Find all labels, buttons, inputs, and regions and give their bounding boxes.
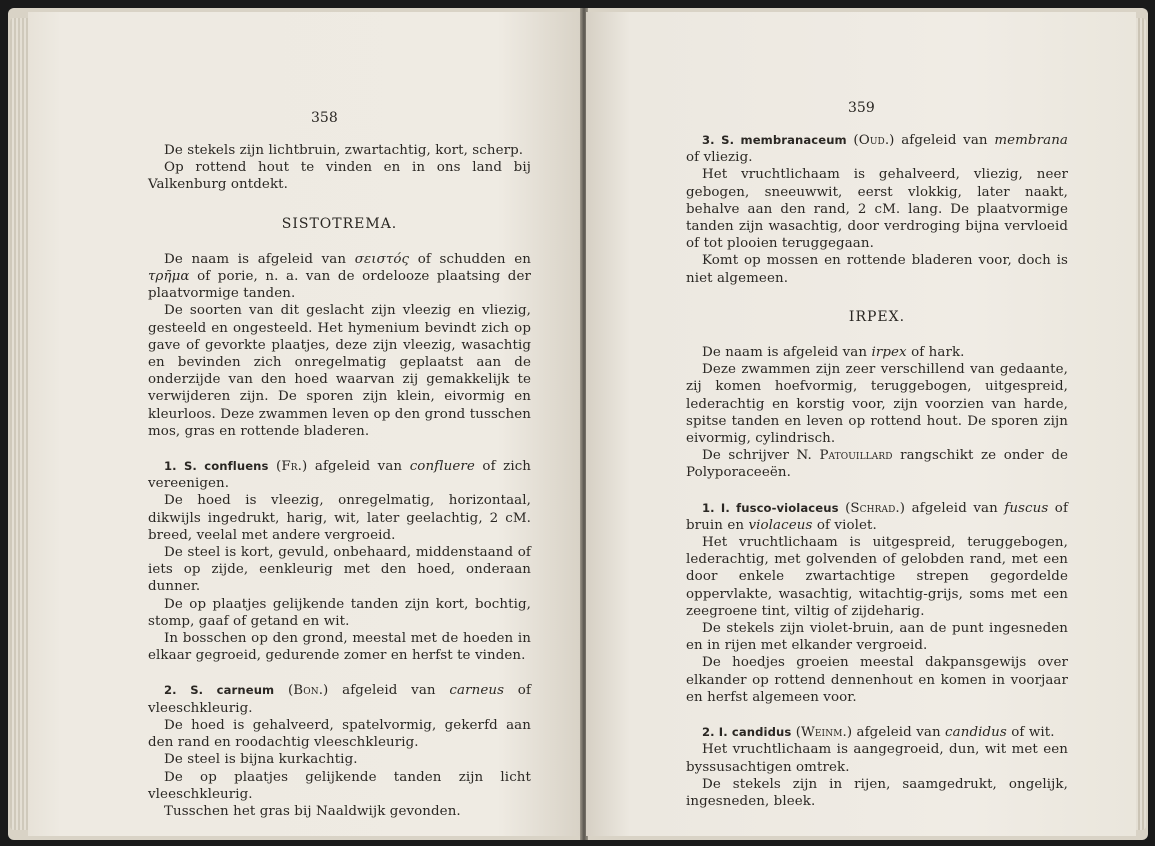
paragraph: Deze zwammen zijn zeer verschillend van gedaante, zij komen hoefvormig, teruggebogen, uitgespreid, lederachtig en korstig voor, zijn voorzien van harde, spitse tanden en leven op rottend hout. De sporen zijn eivormig, cylindrisch. bbox=[686, 362, 1068, 447]
book-spread bbox=[8, 8, 1148, 840]
paragraph: De schrijver N. Patouillard rangschikt ze onder de Polyporaceeën. bbox=[686, 448, 1069, 481]
page-number: 359 bbox=[848, 100, 875, 116]
section-title: IRPEX. bbox=[848, 308, 906, 325]
paragraph: De hoed is gehalveerd, spatelvormig, gekerfd aan den rand en roodachtig vleeschkleurig. bbox=[148, 717, 531, 751]
paragraph: De naam is afgeleid van σειστός of schudden en τρῆμα of porie, n. a. van de ordelooze plaatsing der plaatvormige tanden. bbox=[148, 251, 531, 302]
paragraph: De stekels zijn lichtbruin, zwartachtig, kort, scherp. bbox=[164, 143, 524, 158]
paragraph: In bosschen op den grond, meestal met de hoeden in elkaar gegroeid, gedurende zomer en herfst te vinden. bbox=[148, 631, 531, 664]
page-edges-left bbox=[10, 18, 28, 830]
paragraph: De naam is afgeleid van irpex of hark. bbox=[702, 345, 965, 361]
paragraph: De op plaatjes gelijkende tanden zijn kort, bochtig, stomp, gaaf of getand en wit. bbox=[148, 596, 531, 629]
right-page bbox=[586, 12, 1136, 836]
paragraph: De stekels zijn in rijen, saamgedrukt, ongelijk, ingesneden, bleek. bbox=[686, 776, 1068, 809]
paragraph: Het vruchtlichaam is uitgespreid, teruggebogen, lederachtig, met golvenden of gelobden rand, met een door enkele zwartachtige strepen gegordelde oppervlakte, wasachtig, witachtig-grijs, soms met een zeegroene tint, viltig of zijdeharig. bbox=[686, 535, 1068, 619]
paragraph: Het vruchtlichaam is gehalveerd, vliezig, neer gebogen, sneeuwwit, eerst vlokkig, later naakt, behalve aan den rand, 2 cM. lang. De plaatvormige tanden zijn wasachtig, door verdroging bijna vervloeid of tot plooien teruggegaan. bbox=[686, 167, 1068, 252]
paragraph: De steel is bijna kurkachtig. bbox=[164, 752, 358, 768]
paragraph: De steel is kort, gevuld, onbehaard, middenstaand of iets op zijde, eenkleurig met den hoed, onderaan dunner. bbox=[148, 545, 531, 595]
species-heading: 2. I. candidus (Weinm.) afgeleid van candidus of wit. bbox=[702, 725, 1055, 741]
right-page-text bbox=[686, 132, 1068, 810]
section-title: SISTOTREMA. bbox=[281, 215, 398, 232]
paragraph: De stekels zijn violet-bruin, aan de punt ingesneden en in rijen met elkander vergroeid. bbox=[686, 621, 1068, 654]
left-page bbox=[28, 12, 581, 836]
species-heading: 1. I. fusco-violaceus (Schrad.) afgeleid van fuscus of bruin en violaceus of violet. bbox=[686, 500, 1069, 533]
paragraph: Komt op mossen en rottende bladeren voor, doch is niet algemeen. bbox=[686, 253, 1068, 286]
paragraph: De hoed is vleezig, onregelmatig, horizontaal, dikwijls ingedrukt, harig, wit, later geelachtig, 2 cM. breed, veelal met andere vergroeid. bbox=[148, 493, 531, 543]
left-page-text bbox=[148, 142, 531, 820]
paragraph: De op plaatjes gelijkende tanden zijn licht vleeschkleurig. bbox=[148, 769, 531, 802]
paragraph: De hoedjes groeien meestal dakpansgewijs over elkander op rottend dennenhout en komen in voorjaar en herfst algemeen voor. bbox=[686, 655, 1068, 705]
paragraph: Tusschen het gras bij Naaldwijk gevonden. bbox=[164, 803, 461, 819]
species-heading: 3. S. membranaceum (Oud.) afgeleid van membrana of vliezig. bbox=[686, 133, 1068, 166]
page-number: 358 bbox=[311, 110, 338, 126]
paragraph: De soorten van dit geslacht zijn vleezig en vliezig, gesteeld en ongesteeld. Het hymenium bevindt zich op gave of gevorkte plaatjes, deze zijn vleezig, wasachtig en bevinden zich onregelmatig geplaatst aan de onderzijde van den hoed waarvan zij gemakkelijk te verwijderen zijn. De sporen zijn klein, eivormig en kleurloos. Deze zwammen leven op den grond tusschen mos, gras en rottende bladeren. bbox=[148, 303, 531, 439]
species-heading: 2. S. carneum (Bon.) afgeleid van carneus of vleeschkleurig. bbox=[148, 683, 532, 716]
species-heading: 1. S. confluens (Fr.) afgeleid van confluere of zich vereenigen. bbox=[148, 459, 532, 492]
paragraph: Op rottend hout te vinden en in ons land bij Valkenburg ontdekt. bbox=[148, 160, 531, 193]
paragraph: Het vruchtlichaam is aangegroeid, dun, wit met een byssusachtigen omtrek. bbox=[686, 742, 1068, 775]
